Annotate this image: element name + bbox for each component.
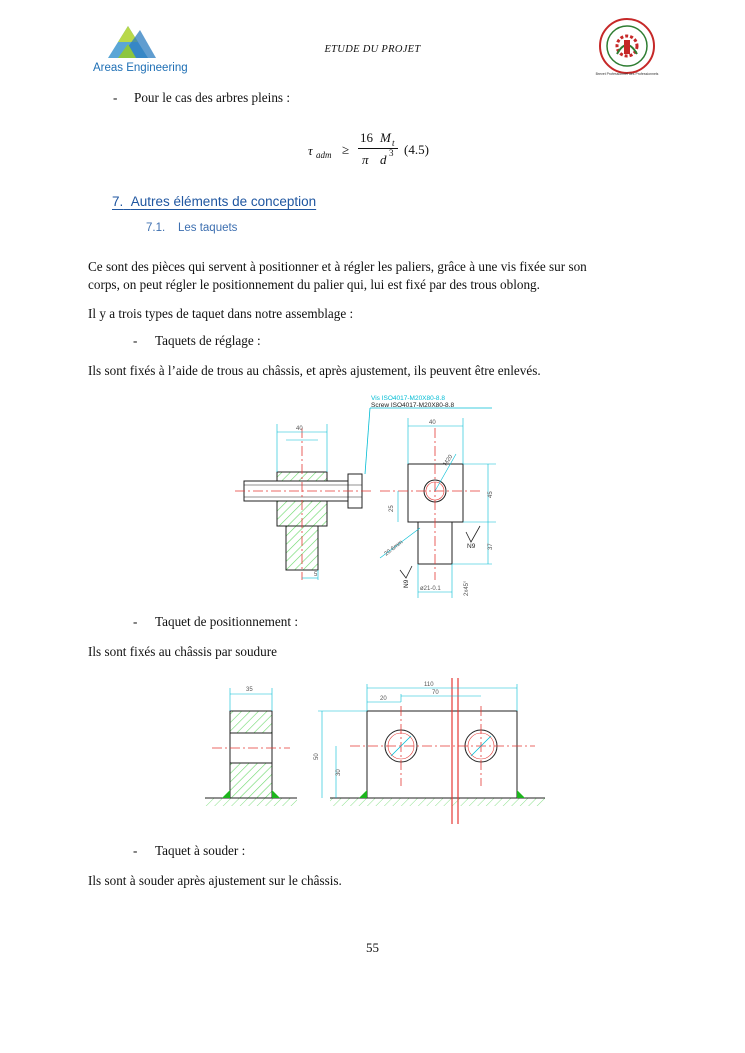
dim-37: 37 bbox=[488, 543, 494, 550]
dim-bottom: 5 bbox=[314, 572, 318, 578]
formula-denominator-pi: π bbox=[362, 152, 369, 167]
dim-70: 70 bbox=[432, 690, 439, 696]
formula-equation-number: (4.5) bbox=[404, 142, 429, 157]
dim-total: 110 bbox=[424, 682, 434, 688]
formula-tau: τ bbox=[308, 143, 313, 158]
logo-right-caption: Brevet Professionnel des Professionnels bbox=[595, 72, 659, 76]
dim-30: 30 bbox=[336, 769, 342, 776]
paragraph-types: Il y a trois types de taquet dans notre assemblage : bbox=[88, 306, 354, 321]
bullet-intro-text: Pour le cas des arbres pleins : bbox=[134, 90, 291, 105]
type2-description: Ils sont fixés au châssis par soudure bbox=[88, 644, 277, 659]
type1-dash: - bbox=[133, 333, 138, 348]
dim-m20: M20 bbox=[442, 454, 455, 468]
type3-description: Ils sont à souder après ajustement sur le châssis. bbox=[88, 873, 342, 888]
section-title: Autres éléments de conception bbox=[130, 194, 317, 209]
dim-width-left-2: 35 bbox=[246, 687, 253, 693]
note-oblong: 20.6mm bbox=[383, 539, 405, 558]
dim-width-right: 40 bbox=[429, 420, 436, 426]
subsection-heading bbox=[146, 222, 237, 234]
dim-height: 45 bbox=[488, 491, 494, 498]
surface-n9-bottom: N9 bbox=[403, 579, 410, 588]
callout-line2: Screw ISO4017-M20X80-8.8 bbox=[371, 402, 455, 409]
type2-label: Taquet de positionnement : bbox=[155, 614, 299, 629]
formula-denominator-exponent: 3 bbox=[389, 148, 394, 158]
drawing-positioning-cleat bbox=[200, 676, 550, 826]
formula-tau-subscript: adm bbox=[316, 150, 332, 160]
logo-left-text: Areas Engineering bbox=[93, 62, 188, 74]
drawing-adjustment-cleat bbox=[230, 388, 530, 603]
bullet-dash: - bbox=[113, 90, 118, 105]
formula-numerator-symbol: M bbox=[380, 130, 391, 145]
dim-25: 25 bbox=[389, 505, 395, 512]
subsection-number: 7.1. bbox=[146, 222, 166, 234]
torsion-formula bbox=[300, 130, 460, 180]
page-number: 55 bbox=[366, 940, 379, 955]
formula-numerator-subscript: t bbox=[392, 138, 395, 148]
section-heading bbox=[112, 194, 316, 209]
institution-seal-logo bbox=[593, 16, 661, 82]
callout-line1: Vis ISO4017-M20X80-8.8 bbox=[371, 395, 445, 402]
formula-numerator-number: 16 bbox=[360, 130, 373, 145]
dim-20: 20 bbox=[380, 696, 387, 702]
dim-tolerance: ø21-0.1 bbox=[420, 586, 441, 592]
type3-dash: - bbox=[133, 843, 138, 858]
type1-label: Taquets de réglage : bbox=[155, 333, 261, 348]
dim-chamfer: 2x45° bbox=[464, 580, 470, 596]
formula-geq: ≥ bbox=[342, 142, 350, 157]
dim-width-left: 40 bbox=[296, 426, 303, 432]
paragraph-intro-line1: Ce sont des pièces qui servent à positionner et à régler les paliers, grâce à une vis fixée sur son bbox=[88, 259, 587, 274]
paragraph-intro-line2: corps, on peut régler le positionnement du palier qui, lui est fixé par des trous oblong. bbox=[88, 277, 540, 292]
surface-n9-right: N9 bbox=[467, 543, 476, 550]
dim-50: 50 bbox=[314, 753, 320, 760]
header-title: ETUDE DU PROJET bbox=[324, 44, 421, 55]
type1-description: Ils sont fixés à l’aide de trous au châssis, et après ajustement, ils peuvent être enlevés. bbox=[88, 363, 541, 378]
subsection-title: Les taquets bbox=[177, 222, 238, 234]
formula-denominator-d: d bbox=[380, 152, 387, 167]
section-number: 7. bbox=[112, 194, 124, 209]
type3-label: Taquet à souder : bbox=[155, 843, 246, 858]
type2-dash: - bbox=[133, 614, 138, 629]
